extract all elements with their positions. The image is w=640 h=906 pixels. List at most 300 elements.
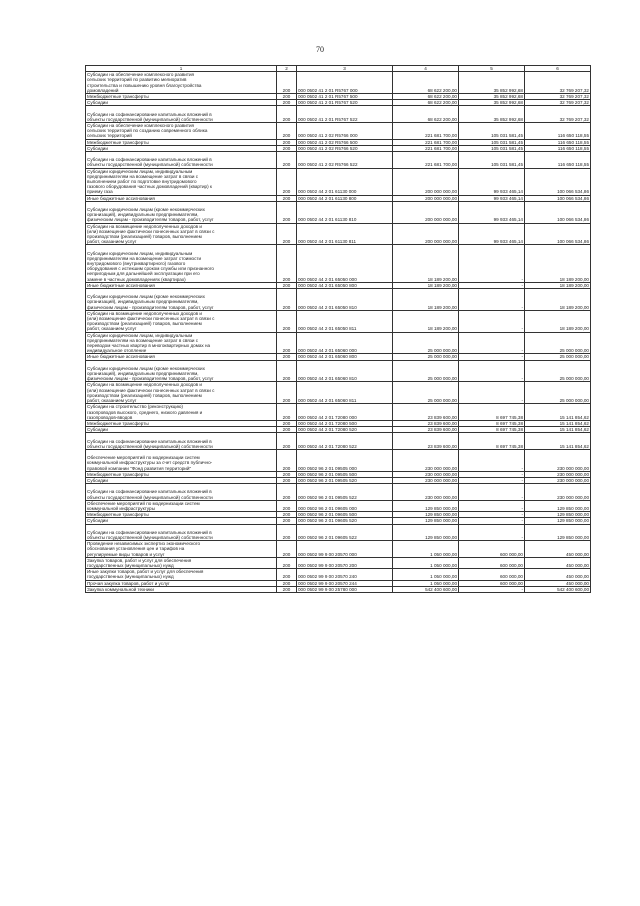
approved-amount-cell: 230 000 000,00 bbox=[393, 477, 459, 483]
row-description bbox=[86, 557, 277, 568]
column-header-5: 5 bbox=[459, 66, 525, 72]
description-line: производством (реализацией) товаров, выполнением bbox=[87, 321, 202, 327]
budget-code-cell: 000 0502 96 2 01 09505 500 bbox=[297, 471, 393, 477]
row-description bbox=[86, 586, 277, 592]
executed-amount-cell: - bbox=[459, 332, 525, 354]
description-line: газового оборудования частных домовладений (квартир) к bbox=[87, 184, 212, 190]
row-description bbox=[86, 500, 277, 511]
description-line: Субсидии на софинансирование капитальных вложений в bbox=[87, 157, 212, 163]
executed-amount-cell: - bbox=[459, 382, 525, 404]
description-line: непригодным для дальнейшей эксплуатации при его bbox=[87, 271, 200, 277]
description-line: Обеспечение мероприятий по модернизации систем bbox=[87, 455, 200, 461]
line-code-cell: 200 bbox=[277, 332, 297, 354]
budget-code-cell: 000 0502 41 2 01 R5767 000 bbox=[297, 72, 393, 94]
line-code-cell: 200 bbox=[277, 94, 297, 100]
line-code-cell: 200 bbox=[277, 404, 297, 421]
unexecuted-amount-cell: 116 650 118,55 bbox=[525, 152, 591, 169]
description-line: Субсидии юридическим лицам (кроме некоммерческих bbox=[87, 365, 205, 371]
line-code-cell: 200 bbox=[277, 145, 297, 151]
executed-amount-cell: 105 031 581,45 bbox=[459, 145, 525, 151]
unexecuted-amount-cell: 230 000 000,00 bbox=[525, 449, 591, 471]
description-line: Иные бюджетные ассигнования bbox=[87, 195, 155, 201]
budget-execution-table bbox=[85, 65, 591, 593]
unexecuted-amount-cell: 230 000 000,00 bbox=[525, 471, 591, 477]
approved-amount-cell: 25 000 000,00 bbox=[393, 360, 459, 382]
description-line: производством (реализацией) товаров, выполнением bbox=[87, 392, 202, 398]
table-row bbox=[86, 382, 591, 404]
executed-amount-cell: - bbox=[459, 518, 525, 524]
description-line: оборудования с истекшим сроком службы или признанного bbox=[87, 266, 214, 272]
description-line: работ, оказанием услуг bbox=[87, 239, 137, 245]
approved-amount-cell: 542 400 600,00 bbox=[393, 586, 459, 592]
budget-code-cell: 000 0502 44 2 01 65060 800 bbox=[297, 354, 393, 360]
description-line: Обеспечение мероприятий по модернизации систем bbox=[87, 500, 200, 506]
line-code-cell: 200 bbox=[277, 541, 297, 558]
line-code-cell: 200 bbox=[277, 580, 297, 586]
line-code-cell: 200 bbox=[277, 106, 297, 123]
description-line: государственных (муниципальных) нужд bbox=[87, 574, 174, 580]
description-line: Субсидии на софинансирование капитальных вложений в bbox=[87, 529, 212, 535]
budget-code-cell: 000 0502 44 2 01 65060 811 bbox=[297, 382, 393, 404]
description-line: физическим лицам - производителям товаров, работ, услуг bbox=[87, 217, 214, 223]
unexecuted-amount-cell: 129 850 000,00 bbox=[525, 512, 591, 518]
unexecuted-amount-cell: 450 000,00 bbox=[525, 580, 591, 586]
line-code-cell: 200 bbox=[277, 500, 297, 511]
description-line: сельских территорий по развитию мелиоратив bbox=[87, 77, 187, 83]
description-line: Субсидии юридическим лицам (кроме некоммерческих bbox=[87, 207, 205, 213]
unexecuted-amount-cell: 32 769 207,32 bbox=[525, 72, 591, 94]
budget-code-cell: 000 0502 44 2 01 65060 000 bbox=[297, 332, 393, 354]
description-line: производством (реализацией) товаров, выполнением bbox=[87, 234, 202, 240]
description-line: (или) возмещение фактически понесенных затрат в связи с bbox=[87, 316, 215, 322]
executed-amount-cell: 99 933 465,14 bbox=[459, 201, 525, 223]
column-header-2: 2 bbox=[277, 66, 297, 72]
budget-code-cell: 000 0502 44 2 01 65050 800 bbox=[297, 282, 393, 288]
description-line: Закупка товаров, работ и услуг для обеспечения bbox=[87, 557, 192, 563]
approved-amount-cell: 129 850 000,00 bbox=[393, 500, 459, 511]
description-line: организаций), индивидуальным предпринимателям, bbox=[87, 371, 199, 377]
page-number: 70 bbox=[316, 45, 324, 54]
budget-code-cell: 000 0502 44 2 01 65060 810 bbox=[297, 360, 393, 382]
line-code-cell: 200 bbox=[277, 72, 297, 94]
unexecuted-amount-cell: 18 189 200,00 bbox=[525, 282, 591, 288]
line-code-cell: 200 bbox=[277, 518, 297, 524]
budget-code-cell: 000 0502 99 9 00 20570 240 bbox=[297, 569, 393, 580]
budget-code-cell: 000 0502 44 2 01 61130 000 bbox=[297, 168, 393, 195]
approved-amount-cell: 18 189 200,00 bbox=[393, 310, 459, 332]
line-code-cell: 200 bbox=[277, 382, 297, 404]
budget-code-cell: 000 0502 41 2 02 R5766 520 bbox=[297, 145, 393, 151]
executed-amount-cell: 8 697 745,38 bbox=[459, 404, 525, 421]
executed-amount-cell: - bbox=[459, 282, 525, 288]
description-line: коммунальной инфраструктуры за счет средств публично- bbox=[87, 460, 213, 466]
column-header-4: 4 bbox=[393, 66, 459, 72]
unexecuted-amount-cell: 100 066 534,86 bbox=[525, 195, 591, 201]
description-line: Субсидии на возмещение недополученных доходов и bbox=[87, 310, 202, 316]
row-description bbox=[86, 223, 277, 245]
budget-code-cell: 000 0502 96 2 01 09505 520 bbox=[297, 477, 393, 483]
table-row bbox=[86, 245, 591, 282]
description-line: объекты государственной (муниципальной) собственности bbox=[87, 443, 213, 449]
description-line: газопроводов-вводов bbox=[87, 414, 133, 420]
description-line: объекты государственной (муниципальной) собственности bbox=[87, 494, 213, 500]
budget-code-cell: 000 0502 44 2 01 61130 810 bbox=[297, 201, 393, 223]
line-code-cell: 200 bbox=[277, 282, 297, 288]
table-row bbox=[86, 557, 591, 568]
executed-amount-cell: 35 852 992,68 bbox=[459, 94, 525, 100]
description-line: объекты государственной (муниципальной) собственности bbox=[87, 534, 213, 540]
budget-code-cell: 000 0502 44 2 01 65050 810 bbox=[297, 289, 393, 311]
executed-amount-cell: 35 852 992,68 bbox=[459, 72, 525, 94]
column-header-3: 3 bbox=[297, 66, 393, 72]
executed-amount-cell: - bbox=[459, 360, 525, 382]
table-row bbox=[86, 123, 591, 140]
description-line: объекты государственной (муниципальной) собственности bbox=[87, 116, 213, 122]
line-code-cell: 200 bbox=[277, 512, 297, 518]
line-code-cell: 200 bbox=[277, 524, 297, 541]
description-line: Межбюджетные трансферты bbox=[87, 420, 149, 426]
approved-amount-cell: 221 681 700,00 bbox=[393, 139, 459, 145]
description-line: Субсидии на софинансирование капитальных вложений в bbox=[87, 111, 212, 117]
line-code-cell: 200 bbox=[277, 289, 297, 311]
executed-amount-cell: - bbox=[459, 524, 525, 541]
row-description bbox=[86, 360, 277, 382]
unexecuted-amount-cell: 450 000,00 bbox=[525, 557, 591, 568]
description-line: Субсидии юридическим лицам (кроме некоммерческих bbox=[87, 294, 205, 300]
executed-amount-cell: 600 000,00 bbox=[459, 569, 525, 580]
executed-amount-cell: 8 697 745,38 bbox=[459, 433, 525, 450]
executed-amount-cell: - bbox=[459, 289, 525, 311]
approved-amount-cell: 68 622 200,00 bbox=[393, 100, 459, 106]
description-line: Субсидии юридическим лицам, индивидуальным bbox=[87, 168, 193, 174]
column-header-6: 6 bbox=[525, 66, 591, 72]
approved-amount-cell: 1 050 000,00 bbox=[393, 541, 459, 558]
description-line: Субсидии на софинансирование капитальных вложений в bbox=[87, 438, 212, 444]
description-line: замене в частных домовладениях (квартирах) bbox=[87, 276, 186, 282]
unexecuted-amount-cell: 116 650 118,55 bbox=[525, 145, 591, 151]
unexecuted-amount-cell: 25 000 000,00 bbox=[525, 354, 591, 360]
approved-amount-cell: 23 839 600,00 bbox=[393, 420, 459, 426]
row-description bbox=[86, 404, 277, 421]
budget-code-cell: 000 0502 44 2 01 61130 811 bbox=[297, 223, 393, 245]
description-line: выполнением работ по подготовке внутридомового bbox=[87, 179, 197, 185]
executed-amount-cell: - bbox=[459, 354, 525, 360]
unexecuted-amount-cell: 230 000 000,00 bbox=[525, 484, 591, 501]
description-line: Межбюджетные трансферты bbox=[87, 94, 149, 100]
executed-amount-cell: 35 852 992,68 bbox=[459, 106, 525, 123]
description-line: регулируемые виды товаров и услуг bbox=[87, 551, 165, 557]
description-line: обоснования установления цен и тарифов на bbox=[87, 546, 185, 552]
executed-amount-cell: 600 000,00 bbox=[459, 541, 525, 558]
description-line: Закупка коммунальной техники bbox=[87, 586, 154, 592]
line-code-cell: 200 bbox=[277, 195, 297, 201]
line-code-cell: 200 bbox=[277, 433, 297, 450]
row-description bbox=[86, 541, 277, 558]
description-line: организаций), индивидуальным предпринимателям, bbox=[87, 212, 199, 218]
line-code-cell: 200 bbox=[277, 477, 297, 483]
description-line: Прочая закупка товаров, работ и услуг bbox=[87, 580, 170, 586]
unexecuted-amount-cell: 15 141 854,62 bbox=[525, 404, 591, 421]
table-row bbox=[86, 289, 591, 311]
line-code-cell: 200 bbox=[277, 310, 297, 332]
executed-amount-cell: 600 000,00 bbox=[459, 557, 525, 568]
line-code-cell: 200 bbox=[277, 100, 297, 106]
approved-amount-cell: 1 050 000,00 bbox=[393, 580, 459, 586]
budget-code-cell: 000 0502 44 2 01 72080 000 bbox=[297, 404, 393, 421]
description-line: Иные бюджетные ассигнования bbox=[87, 282, 155, 288]
line-code-cell: 200 bbox=[277, 360, 297, 382]
table-row bbox=[86, 541, 591, 558]
description-line: правовой компании "Фонд развития территорий" bbox=[87, 465, 192, 471]
description-line: домовладений bbox=[87, 87, 119, 93]
budget-code-cell: 000 0502 44 2 01 72080 520 bbox=[297, 427, 393, 433]
approved-amount-cell: 68 622 200,00 bbox=[393, 106, 459, 123]
row-description bbox=[86, 106, 277, 123]
unexecuted-amount-cell: 18 189 200,00 bbox=[525, 310, 591, 332]
table-row bbox=[86, 449, 591, 471]
table-row bbox=[86, 569, 591, 580]
approved-amount-cell: 23 839 600,00 bbox=[393, 427, 459, 433]
description-line: строительства и повышению уровня благоустройства bbox=[87, 82, 202, 88]
approved-amount-cell: 221 681 700,00 bbox=[393, 145, 459, 151]
budget-code-cell: 000 0502 41 2 01 R5767 500 bbox=[297, 94, 393, 100]
budget-code-cell: 000 0502 99 9 00 20570 000 bbox=[297, 541, 393, 558]
line-code-cell: 200 bbox=[277, 201, 297, 223]
row-description bbox=[86, 449, 277, 471]
table-row bbox=[86, 433, 591, 450]
line-code-cell: 200 bbox=[277, 152, 297, 169]
approved-amount-cell: 18 189 200,00 bbox=[393, 245, 459, 282]
table-row bbox=[86, 332, 591, 354]
table-row bbox=[86, 152, 591, 169]
table-body bbox=[86, 72, 591, 593]
row-description bbox=[86, 168, 277, 195]
table-row bbox=[86, 106, 591, 123]
budget-code-cell: 000 0502 96 2 01 09505 522 bbox=[297, 484, 393, 501]
approved-amount-cell: 25 000 000,00 bbox=[393, 354, 459, 360]
line-code-cell: 200 bbox=[277, 123, 297, 140]
unexecuted-amount-cell: 15 141 854,62 bbox=[525, 433, 591, 450]
budget-code-cell: 000 0502 96 2 01 09605 522 bbox=[297, 524, 393, 541]
executed-amount-cell: - bbox=[459, 477, 525, 483]
line-code-cell: 200 bbox=[277, 484, 297, 501]
description-line: Проведение независимых экспертиз экономического bbox=[87, 541, 200, 547]
table-row bbox=[86, 580, 591, 586]
description-line: государственных (муниципальных) нужд bbox=[87, 562, 174, 568]
description-line: коммунальной инфраструктуры bbox=[87, 505, 155, 511]
approved-amount-cell: 230 000 000,00 bbox=[393, 449, 459, 471]
unexecuted-amount-cell: 129 850 000,00 bbox=[525, 500, 591, 511]
approved-amount-cell: 18 189 200,00 bbox=[393, 289, 459, 311]
unexecuted-amount-cell: 100 066 534,86 bbox=[525, 201, 591, 223]
approved-amount-cell: 1 050 000,00 bbox=[393, 569, 459, 580]
description-line: Субсидии на возмещение недополученных доходов и bbox=[87, 223, 202, 229]
description-line: Субсидии bbox=[87, 100, 108, 106]
unexecuted-amount-cell: 15 141 854,62 bbox=[525, 427, 591, 433]
budget-code-cell: 000 0502 44 2 01 61130 800 bbox=[297, 195, 393, 201]
row-description bbox=[86, 569, 277, 580]
budget-code-cell: 000 0502 96 2 01 09605 000 bbox=[297, 500, 393, 511]
row-description bbox=[86, 201, 277, 223]
description-line: Субсидии bbox=[87, 477, 108, 483]
description-line: предпринимателям на возмещение затрат в связи с bbox=[87, 337, 199, 343]
table-row bbox=[86, 201, 591, 223]
budget-code-cell: 000 0502 99 9 00 20570 200 bbox=[297, 557, 393, 568]
approved-amount-cell: 23 839 600,00 bbox=[393, 433, 459, 450]
line-code-cell: 200 bbox=[277, 586, 297, 592]
line-code-cell: 200 bbox=[277, 139, 297, 145]
description-line: сельских территорий bbox=[87, 133, 132, 139]
line-code-cell: 200 bbox=[277, 354, 297, 360]
approved-amount-cell: 129 850 000,00 bbox=[393, 524, 459, 541]
description-line: (или) возмещение фактически понесенных затрат в связи с bbox=[87, 387, 215, 393]
budget-code-cell: 000 0502 41 2 02 R5766 000 bbox=[297, 123, 393, 140]
executed-amount-cell: 99 933 465,14 bbox=[459, 223, 525, 245]
executed-amount-cell: 8 697 745,38 bbox=[459, 420, 525, 426]
table-row bbox=[86, 484, 591, 501]
description-line: переводом частных квартир в многоквартирных домах на bbox=[87, 343, 211, 349]
budget-code-cell: 000 0502 99 9 00 25780 000 bbox=[297, 586, 393, 592]
unexecuted-amount-cell: 116 650 118,55 bbox=[525, 139, 591, 145]
approved-amount-cell: 129 850 000,00 bbox=[393, 518, 459, 524]
description-line: внутридомового (внутриквартирного) газового bbox=[87, 261, 186, 267]
description-line: работ, оказанием услуг bbox=[87, 398, 137, 404]
description-line: предпринимателям на возмещение затрат стоимости bbox=[87, 255, 202, 261]
unexecuted-amount-cell: 15 141 854,62 bbox=[525, 420, 591, 426]
row-description bbox=[86, 123, 277, 140]
column-header-1: 1 bbox=[86, 66, 277, 72]
unexecuted-amount-cell: 116 650 118,55 bbox=[525, 123, 591, 140]
unexecuted-amount-cell: 25 000 000,00 bbox=[525, 332, 591, 354]
table-row bbox=[86, 72, 591, 94]
description-line: Субсидии юридическим лицам, индивидуальным bbox=[87, 332, 193, 338]
description-line: газопроводов высокого, среднего, низкого давления и bbox=[87, 409, 203, 415]
description-line: физическим лицам - производителям товаров, работ, услуг bbox=[87, 304, 214, 310]
description-line: Субсидии bbox=[87, 518, 108, 524]
row-description bbox=[86, 310, 277, 332]
description-line: Субсидии на обеспечение комплексного развития bbox=[87, 123, 195, 129]
executed-amount-cell: 105 031 581,45 bbox=[459, 152, 525, 169]
table-row bbox=[86, 223, 591, 245]
table-row bbox=[86, 404, 591, 421]
approved-amount-cell: 18 189 200,00 bbox=[393, 282, 459, 288]
approved-amount-cell: 68 622 200,00 bbox=[393, 72, 459, 94]
table-row bbox=[86, 500, 591, 511]
unexecuted-amount-cell: 129 850 000,00 bbox=[525, 518, 591, 524]
approved-amount-cell: 23 839 600,00 bbox=[393, 404, 459, 421]
executed-amount-cell: 600 000,00 bbox=[459, 580, 525, 586]
table-row bbox=[86, 360, 591, 382]
description-line: приему газа bbox=[87, 189, 113, 195]
budget-code-cell: 000 0502 41 2 02 R5766 522 bbox=[297, 152, 393, 169]
description-line: Субсидии на возмещение недополученных доходов и bbox=[87, 382, 202, 388]
approved-amount-cell: 230 000 000,00 bbox=[393, 484, 459, 501]
description-line: индивидуальное отопление bbox=[87, 348, 147, 354]
row-description bbox=[86, 72, 277, 94]
unexecuted-amount-cell: 100 066 534,86 bbox=[525, 168, 591, 195]
line-code-cell: 200 bbox=[277, 168, 297, 195]
unexecuted-amount-cell: 230 000 000,00 bbox=[525, 477, 591, 483]
description-line: Субсидии bbox=[87, 427, 108, 433]
description-line: Иные бюджетные ассигнования bbox=[87, 354, 155, 360]
unexecuted-amount-cell: 32 769 207,32 bbox=[525, 100, 591, 106]
row-description bbox=[86, 152, 277, 169]
executed-amount-cell: - bbox=[459, 471, 525, 477]
line-code-cell: 200 bbox=[277, 557, 297, 568]
budget-code-cell: 000 0502 96 2 01 09605 500 bbox=[297, 512, 393, 518]
description-line: Межбюджетные трансферты bbox=[87, 512, 149, 518]
line-code-cell: 200 bbox=[277, 420, 297, 426]
line-code-cell: 200 bbox=[277, 449, 297, 471]
executed-amount-cell: 105 031 581,45 bbox=[459, 123, 525, 140]
table-row bbox=[86, 524, 591, 541]
approved-amount-cell: 25 000 000,00 bbox=[393, 382, 459, 404]
budget-code-cell: 000 0502 99 9 00 20570 244 bbox=[297, 580, 393, 586]
approved-amount-cell: 221 681 700,00 bbox=[393, 152, 459, 169]
approved-amount-cell: 129 850 000,00 bbox=[393, 512, 459, 518]
description-line: организаций), индивидуальным предпринимателям, bbox=[87, 299, 199, 305]
executed-amount-cell: 99 933 465,14 bbox=[459, 195, 525, 201]
row-description bbox=[86, 289, 277, 311]
approved-amount-cell: 230 000 000,00 bbox=[393, 471, 459, 477]
executed-amount-cell: 105 031 581,45 bbox=[459, 139, 525, 145]
description-line: Субсидии bbox=[87, 145, 108, 151]
budget-code-cell: 000 0502 44 2 01 72080 522 bbox=[297, 433, 393, 450]
executed-amount-cell: 35 852 992,68 bbox=[459, 100, 525, 106]
budget-code-cell: 000 0502 96 2 01 09505 000 bbox=[297, 449, 393, 471]
approved-amount-cell: 221 681 700,00 bbox=[393, 123, 459, 140]
executed-amount-cell: - bbox=[459, 449, 525, 471]
unexecuted-amount-cell: 450 000,00 bbox=[525, 569, 591, 580]
unexecuted-amount-cell: 32 769 207,32 bbox=[525, 94, 591, 100]
description-line: Межбюджетные трансферты bbox=[87, 471, 149, 477]
executed-amount-cell: - bbox=[459, 484, 525, 501]
row-description bbox=[86, 332, 277, 354]
description-line: объекты государственной (муниципальной) собственности bbox=[87, 162, 213, 168]
unexecuted-amount-cell: 18 189 200,00 bbox=[525, 289, 591, 311]
description-line: предпринимателям на возмещение затрат в связи с bbox=[87, 173, 199, 179]
unexecuted-amount-cell: 542 400 600,00 bbox=[525, 586, 591, 592]
row-description bbox=[86, 382, 277, 404]
budget-code-cell: 000 0502 41 2 01 R5767 520 bbox=[297, 100, 393, 106]
description-line: Субсидии на обеспечение комплексного развития bbox=[87, 72, 195, 78]
unexecuted-amount-cell: 25 000 000,00 bbox=[525, 382, 591, 404]
unexecuted-amount-cell: 32 769 207,32 bbox=[525, 106, 591, 123]
budget-code-cell: 000 0502 44 2 01 65050 000 bbox=[297, 245, 393, 282]
executed-amount-cell: - bbox=[459, 512, 525, 518]
approved-amount-cell: 68 622 200,00 bbox=[393, 94, 459, 100]
table-row bbox=[86, 310, 591, 332]
line-code-cell: 200 bbox=[277, 471, 297, 477]
approved-amount-cell: 1 050 000,00 bbox=[393, 557, 459, 568]
budget-code-cell: 000 0502 41 2 02 R5766 500 bbox=[297, 139, 393, 145]
budget-code-cell: 000 0502 44 2 01 65050 811 bbox=[297, 310, 393, 332]
executed-amount-cell: 99 933 465,14 bbox=[459, 168, 525, 195]
executed-amount-cell: - bbox=[459, 586, 525, 592]
table-row bbox=[86, 168, 591, 195]
description-line: работ, оказанием услуг bbox=[87, 326, 137, 332]
approved-amount-cell: 25 000 000,00 bbox=[393, 332, 459, 354]
description-line: сельских территорий по созданию современного облика bbox=[87, 128, 208, 134]
budget-code-cell: 000 0502 41 2 01 R5767 522 bbox=[297, 106, 393, 123]
executed-amount-cell: - bbox=[459, 500, 525, 511]
line-code-cell: 200 bbox=[277, 245, 297, 282]
description-line: Иные закупки товаров, работ и услуг для обеспечения bbox=[87, 569, 204, 575]
executed-amount-cell: - bbox=[459, 245, 525, 282]
approved-amount-cell: 200 000 000,00 bbox=[393, 195, 459, 201]
description-line: Межбюджетные трансферты bbox=[87, 139, 149, 145]
unexecuted-amount-cell: 25 000 000,00 bbox=[525, 360, 591, 382]
